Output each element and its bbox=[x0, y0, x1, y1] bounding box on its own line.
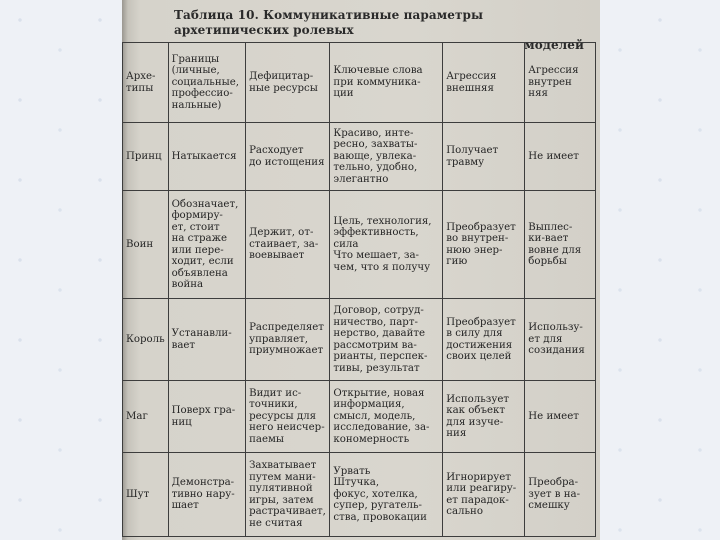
cell-aggression-external: Использует как объект для изуче- ния bbox=[443, 381, 525, 453]
cell-keywords: Красиво, инте- ресно, захваты- вающе, увлека- тельно, удобно, элегантно bbox=[330, 123, 443, 191]
table-row bbox=[123, 123, 596, 191]
header-resources: Дефицитар- ные ресурсы bbox=[246, 43, 330, 123]
cell-aggression-external: Преобразует в силу для достижения своих целей bbox=[443, 299, 525, 381]
table-header-row bbox=[123, 43, 596, 123]
cell-resources: Видит ис- точники, ресурсы для него неисчер- паемы bbox=[246, 381, 330, 453]
cell-aggression-internal: Преобра- зует в на- смешку bbox=[525, 453, 596, 537]
cell-archetype: Король bbox=[123, 299, 169, 381]
cell-aggression-internal: Не имеет bbox=[525, 123, 596, 191]
cell-borders: Обозначает, формиру- ет, стоит на страже или пере- ходит, если объявлена война bbox=[168, 191, 246, 299]
cell-aggression-external: Игнорирует или реагиру- ет парадок- сально bbox=[443, 453, 525, 537]
cell-borders: Демонстра- тивно нару- шает bbox=[168, 453, 246, 537]
cell-borders: Устанавли- вает bbox=[168, 299, 246, 381]
header-aggression-internal: Агрессия внутрен няя bbox=[525, 43, 596, 123]
cell-aggression-internal: Выплес- ки-вает вовне для борьбы bbox=[525, 191, 596, 299]
book-page bbox=[122, 0, 600, 540]
table-row bbox=[123, 299, 596, 381]
cell-resources: Расходует до истощения bbox=[246, 123, 330, 191]
archetypes-table bbox=[122, 42, 596, 537]
header-archetypes: Архе- типы bbox=[123, 43, 169, 123]
table-caption-text: Коммуникативные параметры архетипических ролевых bbox=[174, 8, 484, 37]
table-row bbox=[123, 191, 596, 299]
cell-archetype: Маг bbox=[123, 381, 169, 453]
cell-archetype: Шут bbox=[123, 453, 169, 537]
table-caption-text-line2: моделей bbox=[524, 38, 584, 52]
cell-aggression-external: Преобразует во внутрен- нюю энер- гию bbox=[443, 191, 525, 299]
header-keywords: Ключевые слова при коммуника- ции bbox=[330, 43, 443, 123]
cell-keywords: Урвать Штучка, фокус, хотелка, супер, ругатель- ства, провокации bbox=[330, 453, 443, 537]
cell-borders: Натыкается bbox=[168, 123, 246, 191]
table-row bbox=[123, 453, 596, 537]
table-row bbox=[123, 381, 596, 453]
cell-aggression-internal: Использу- ет для созидания bbox=[525, 299, 596, 381]
header-borders: Границы (личные, социальные, профессио- нальные) bbox=[168, 43, 246, 123]
cell-keywords: Открытие, новая информация, смысл, модель, исследование, за- кономерность bbox=[330, 381, 443, 453]
cell-keywords: Цель, технология, эффективность, сила Что мешает, за- чем, что я получу bbox=[330, 191, 443, 299]
cell-keywords: Договор, сотруд- ничество, парт- нерство, давайте рассмотрим ва- рианты, перспек- тивы, результат bbox=[330, 299, 443, 381]
table-caption-label: Таблица 10. bbox=[174, 8, 259, 22]
cell-resources: Распределяет управляет, приумножает bbox=[246, 299, 330, 381]
cell-archetype: Воин bbox=[123, 191, 169, 299]
cell-aggression-external: Получает травму bbox=[443, 123, 525, 191]
cell-aggression-internal: Не имеет bbox=[525, 381, 596, 453]
cell-archetype: Принц bbox=[123, 123, 169, 191]
header-aggression-external: Агрессия внешняя bbox=[443, 43, 525, 123]
cell-resources: Держит, от- стаивает, за- воевывает bbox=[246, 191, 330, 299]
cell-borders: Поверх гра- ниц bbox=[168, 381, 246, 453]
cell-resources: Захватывает путем мани- пулятивной игры, затем растрачивает, не считая bbox=[246, 453, 330, 537]
